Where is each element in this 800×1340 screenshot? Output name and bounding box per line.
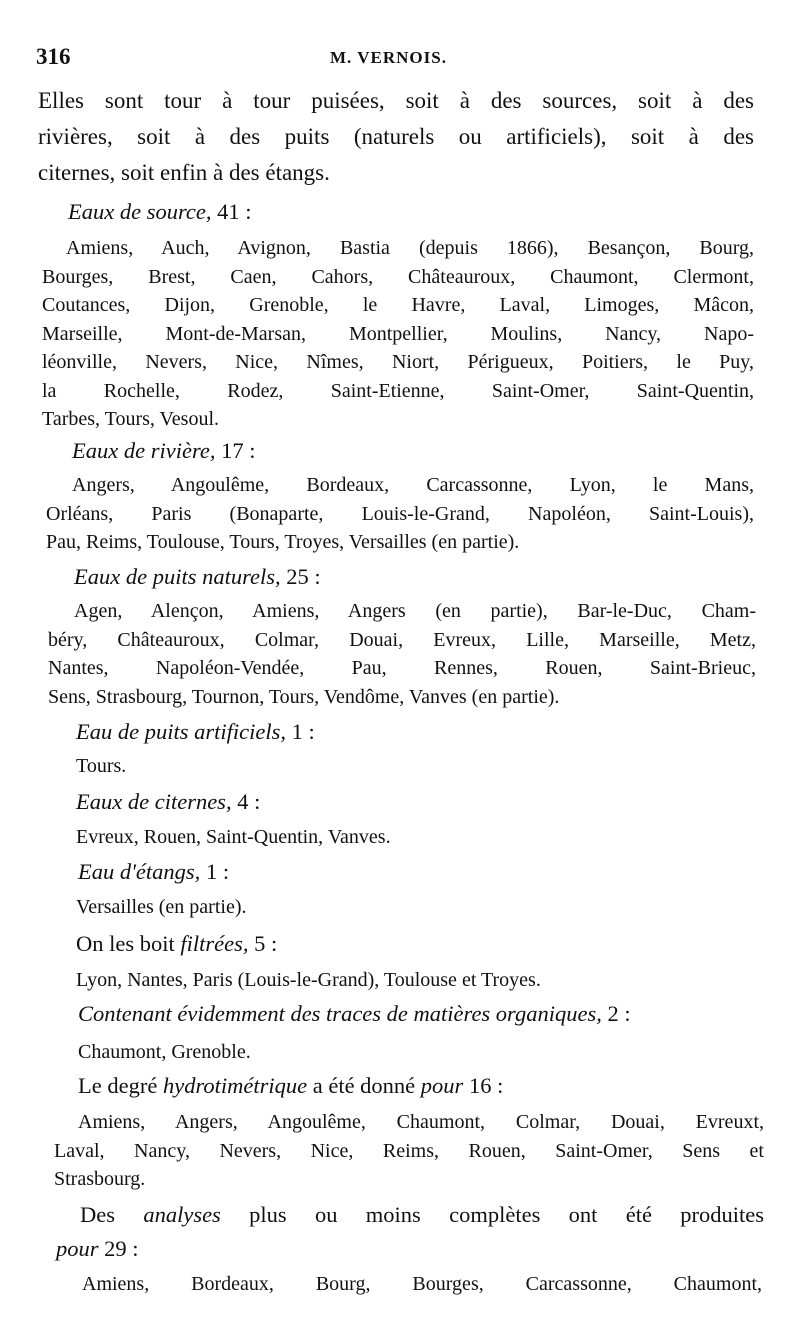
heading-riviere-label: Eaux de rivière, xyxy=(72,438,216,463)
heading-puits-naturels-label: Eaux de puits naturels, xyxy=(74,564,281,589)
heading-filtrees-prefix: On les boit xyxy=(76,931,175,956)
page-number: 316 xyxy=(36,44,71,69)
heading-hydro xyxy=(78,1071,503,1101)
list-line: léonville, Nevers, Nice, Nîmes, Niort, Périgueux, Poitiers, le Puy, xyxy=(42,351,754,373)
heading-etangs xyxy=(78,857,229,887)
list-line: Evreux, Rouen, Saint-Quentin, Vanves. xyxy=(76,826,391,848)
list-puits-artificiels xyxy=(76,752,756,781)
heading-puits-naturels-count: 25 : xyxy=(286,564,321,589)
intro-line: citernes, soit enfin à des étangs. xyxy=(38,160,330,185)
list-line: Nantes, Napoléon-Vendée, Pau, Rennes, Rouen, Saint-Brieuc, xyxy=(48,657,756,679)
heading-hydro-prefix: Le degré xyxy=(78,1073,158,1098)
heading-puits-artificiels-count: 1 : xyxy=(291,719,315,744)
list-line: Pau, Reims, Toulouse, Tours, Troyes, Versailles (en partie). xyxy=(46,531,520,553)
list-line: Marseille, Mont-de-Marsan, Montpellier, Moulins, Nancy, Napo- xyxy=(42,322,754,345)
list-line: Chaumont, Grenoble. xyxy=(78,1041,251,1063)
list-line: Angers, Angoulême, Bordeaux, Carcassonne, Lyon, le Mans, xyxy=(72,474,754,496)
analyses-rest: plus ou moins complètes ont été produites xyxy=(249,1202,765,1227)
analyses-line2 xyxy=(56,1232,764,1266)
list-riviere xyxy=(46,471,754,557)
running-title: M. VERNOIS. xyxy=(330,48,447,67)
list-line: Strasbourg. xyxy=(54,1168,146,1190)
heading-hydro-count: 16 : xyxy=(468,1073,504,1098)
heading-puits-naturels xyxy=(74,562,321,592)
analyses-prefix: Des xyxy=(80,1202,115,1227)
list-filtrees xyxy=(76,966,756,995)
list-line: béry, Châteauroux, Colmar, Douai, Evreux, Lille, Marseille, Metz, xyxy=(48,628,756,651)
heading-source-label: Eaux de source, xyxy=(68,199,212,224)
list-line: Lyon, Nantes, Paris (Louis-le-Grand), Toulouse et Troyes. xyxy=(76,969,541,991)
analyses-paragraph xyxy=(56,1198,764,1266)
heading-matieres-label: Contenant évidemment des traces de matières organiques, xyxy=(78,1001,602,1026)
list-line: Sens, Strasbourg, Tournon, Tours, Vendôme, Vanves (en partie). xyxy=(48,685,560,708)
heading-riviere-count: 17 : xyxy=(221,438,256,463)
heading-citernes-count: 4 : xyxy=(237,789,261,814)
list-line: Amiens, Auch, Avignon, Bastia (depuis 1866), Besançon, Bourg, xyxy=(66,237,754,259)
analyses-pour: pour xyxy=(56,1236,99,1261)
heading-matieres xyxy=(78,999,631,1029)
analyses-label: analyses xyxy=(143,1202,221,1227)
list-line: Agen, Alençon, Amiens, Angers (en partie), Bar-le-Duc, Cham- xyxy=(74,600,756,622)
list-hydro xyxy=(54,1108,764,1194)
list-line: Versailles (en partie). xyxy=(76,896,247,918)
running-head xyxy=(36,44,776,74)
heading-puits-artificiels xyxy=(76,717,315,747)
list-line: Tours. xyxy=(76,755,127,777)
heading-citernes-label: Eaux de citernes, xyxy=(76,789,232,814)
list-etangs xyxy=(76,893,756,922)
analyses-count: 29 : xyxy=(104,1236,139,1261)
list-analyses xyxy=(82,1270,762,1299)
heading-filtrees-label: filtrées, xyxy=(180,931,249,956)
list-line: la Rochelle, Rodez, Saint-Etienne, Saint-Omer, Saint-Quentin, xyxy=(42,379,754,402)
heading-matieres-count: 2 : xyxy=(607,1001,631,1026)
analyses-line1 xyxy=(56,1198,764,1232)
heading-source xyxy=(68,197,252,227)
heading-source-count: 41 : xyxy=(217,199,252,224)
list-line: Amiens, Angers, Angoulême, Chaumont, Colmar, Douai, Evreuxt, xyxy=(78,1111,764,1133)
heading-etangs-label: Eau d'étangs, xyxy=(78,859,201,884)
list-line: Amiens, Bordeaux, Bourg, Bourges, Carcassonne, Chaumont, xyxy=(82,1273,762,1295)
heading-hydro-label: hydrotimétrique xyxy=(162,1073,308,1098)
heading-riviere xyxy=(72,436,256,466)
list-citernes xyxy=(76,823,756,852)
list-line: Laval, Nancy, Nevers, Nice, Reims, Rouen, Saint-Omer, Sens et xyxy=(54,1139,764,1162)
list-line: Bourges, Brest, Caen, Cahors, Châteauroux, Chaumont, Clermont, xyxy=(42,265,754,288)
list-matieres xyxy=(78,1038,756,1067)
list-puits-naturels xyxy=(48,597,756,711)
heading-filtrees-count: 5 : xyxy=(254,931,278,956)
list-line: Tarbes, Tours, Vesoul. xyxy=(42,408,220,430)
list-line: Coutances, Dijon, Grenoble, le Havre, Laval, Limoges, Mâcon, xyxy=(42,294,754,316)
heading-hydro-pour: pour xyxy=(420,1073,464,1098)
intro-line: Elles sont tour à tour puisées, soit à des sources, soit à des xyxy=(38,88,754,113)
heading-hydro-mid: a été donné xyxy=(312,1073,416,1098)
heading-citernes xyxy=(76,787,260,817)
heading-puits-artificiels-label: Eau de puits artificiels, xyxy=(76,719,286,744)
intro-line: rivières, soit à des puits (naturels ou artificiels), soit à des xyxy=(38,124,754,149)
list-source xyxy=(42,234,754,434)
heading-filtrees xyxy=(76,929,277,959)
heading-etangs-count: 1 : xyxy=(205,859,230,884)
intro-paragraph xyxy=(38,83,754,191)
list-line: Orléans, Paris (Bonaparte, Louis-le-Grand, Napoléon, Saint-Louis), xyxy=(46,502,754,525)
